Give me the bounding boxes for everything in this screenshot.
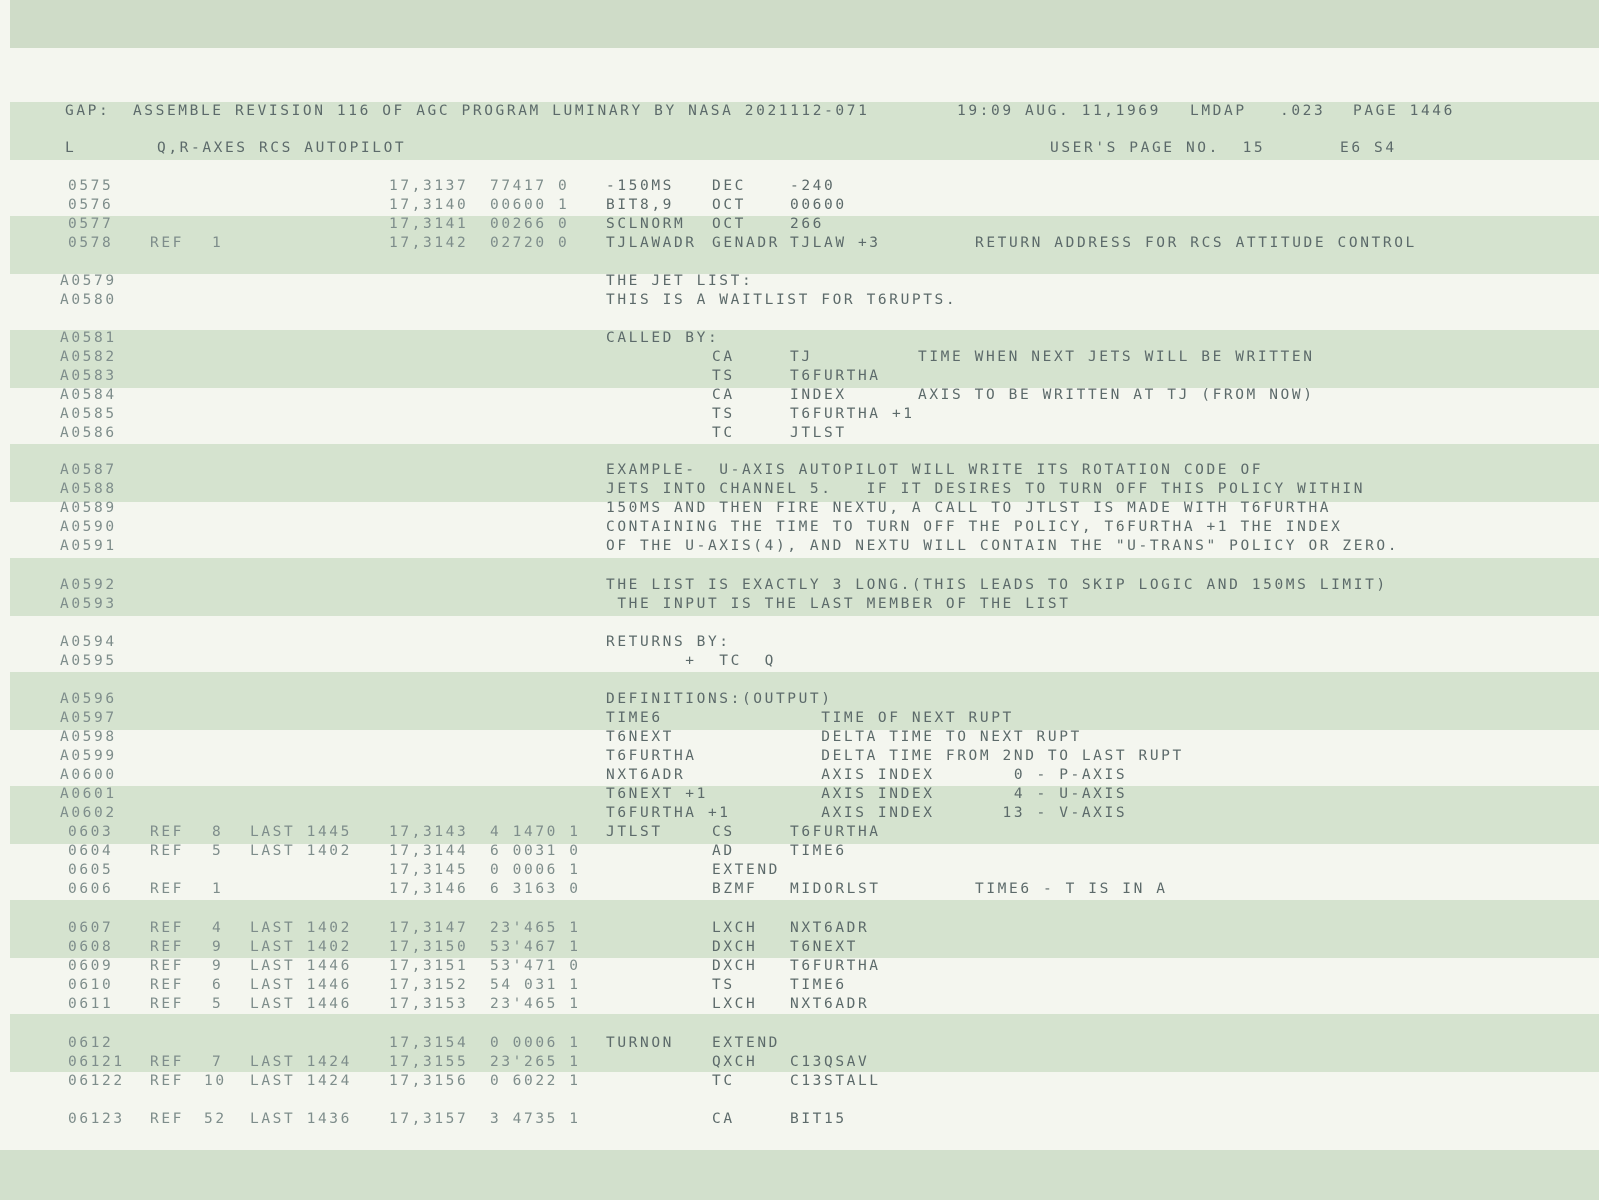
listing-line <box>0 633 1599 652</box>
comment-text: THE JET LIST: <box>606 273 754 289</box>
line-number: 0609 <box>68 958 114 974</box>
line-number: 06121 <box>68 1054 125 1070</box>
line-number: 0605 <box>68 862 114 878</box>
comment-text: THIS IS A WAITLIST FOR T6RUPTS. <box>606 292 958 308</box>
ref-marker: REF <box>150 977 184 993</box>
operand: C13STALL <box>790 1073 881 1089</box>
listing-title: GAP: ASSEMBLE REVISION 116 OF AGC PROGRAM LUMINARY BY NASA 2021112-071 <box>65 103 870 119</box>
last-page-ref: LAST 1402 <box>250 920 352 936</box>
listing-line <box>0 576 1599 595</box>
opcode: TS <box>712 977 735 993</box>
opcode: DXCH <box>712 939 758 955</box>
opcode: OCT <box>712 216 746 232</box>
comment-text: TIME6 TIME OF NEXT RUPT <box>606 710 1014 726</box>
listing-line <box>0 234 1599 253</box>
section-title: Q,R-AXES RCS AUTOPILOT <box>157 140 407 156</box>
octal-code: 23'265 1 <box>490 1054 581 1070</box>
line-number: A0599 <box>60 748 117 764</box>
listing-timestamp: 19:09 AUG. 11,1969 <box>957 103 1161 119</box>
memory-address: 17,3153 <box>389 996 469 1012</box>
line-number: A0595 <box>60 653 117 669</box>
last-page-ref: LAST 1424 <box>250 1054 352 1070</box>
last-page-ref: LAST 1446 <box>250 958 352 974</box>
ref-count: 1 <box>212 235 224 251</box>
line-number: A0588 <box>60 481 117 497</box>
opcode: QXCH <box>712 1054 758 1070</box>
listing-line <box>0 537 1599 556</box>
line-number: A0582 <box>60 349 117 365</box>
line-number: A0592 <box>60 577 117 593</box>
listing-line <box>0 728 1599 747</box>
line-number: A0580 <box>60 292 117 308</box>
octal-code: 00600 1 <box>490 197 570 213</box>
opcode: AD <box>712 843 735 859</box>
comment-text: NXT6ADR AXIS INDEX 0 - P-AXIS <box>606 767 1128 783</box>
ref-marker: REF <box>150 1054 184 1070</box>
octal-code: 53'467 1 <box>490 939 581 955</box>
comment-text: RETURNS BY: <box>606 634 731 650</box>
opcode: EXTEND <box>712 862 780 878</box>
octal-code: 23'465 1 <box>490 996 581 1012</box>
symbol-label: SCLNORM <box>606 216 686 232</box>
listing-line <box>0 919 1599 938</box>
octal-code: 53'471 0 <box>490 958 581 974</box>
line-number: A0596 <box>60 691 117 707</box>
operand: BIT15 <box>790 1111 847 1127</box>
octal-code: 3 4735 1 <box>490 1111 581 1127</box>
line-number: 06123 <box>68 1111 125 1127</box>
octal-code: 0 6022 1 <box>490 1073 581 1089</box>
line-number: 0576 <box>68 197 114 213</box>
listing-line <box>0 995 1599 1014</box>
line-number: 0604 <box>68 843 114 859</box>
opcode: CA <box>712 1111 735 1127</box>
listing-line <box>0 405 1599 424</box>
line-number: 0606 <box>68 881 114 897</box>
line-number: 0610 <box>68 977 114 993</box>
operand: JTLST <box>790 425 847 441</box>
listing-line <box>0 823 1599 842</box>
opcode: OCT <box>712 197 746 213</box>
listing-line <box>0 785 1599 804</box>
line-number: A0601 <box>60 786 117 802</box>
memory-address: 17,3150 <box>389 939 469 955</box>
listing-line <box>0 880 1599 899</box>
line-number: A0591 <box>60 538 117 554</box>
ref-count: 5 <box>212 996 224 1012</box>
listing-line <box>0 938 1599 957</box>
memory-address: 17,3147 <box>389 920 469 936</box>
opcode: CA <box>712 387 735 403</box>
symbol-label: BIT8,9 <box>606 197 674 213</box>
listing-line <box>0 424 1599 443</box>
operand: NXT6ADR <box>790 996 870 1012</box>
line-number: A0598 <box>60 729 117 745</box>
last-page-ref: LAST 1446 <box>250 996 352 1012</box>
operand: INDEX <box>790 387 847 403</box>
operand: T6FURTHA +1 <box>790 406 915 422</box>
listing-line <box>0 976 1599 995</box>
last-page-ref: LAST 1446 <box>250 977 352 993</box>
octal-code: 54 031 1 <box>490 977 581 993</box>
ref-count: 7 <box>212 1054 224 1070</box>
comment-text: CONTAINING THE TIME TO TURN OFF THE POLICY, T6FURTHA +1 THE INDEX <box>606 519 1343 535</box>
line-number: 0611 <box>68 996 114 1012</box>
page-number: PAGE 1446 <box>1353 103 1455 119</box>
opcode: DEC <box>712 178 746 194</box>
listing-line <box>0 957 1599 976</box>
ref-marker: REF <box>150 235 184 251</box>
line-number: 0578 <box>68 235 114 251</box>
comment-text: T6FURTHA DELTA TIME FROM 2ND TO LAST RUPT <box>606 748 1184 764</box>
line-number: A0594 <box>60 634 117 650</box>
memory-address: 17,3142 <box>389 235 469 251</box>
listing-line <box>0 690 1599 709</box>
last-page-ref: LAST 1402 <box>250 843 352 859</box>
line-number: 0577 <box>68 216 114 232</box>
listing-line <box>0 499 1599 518</box>
line-number: 0603 <box>68 824 114 840</box>
listing-line <box>0 272 1599 291</box>
ref-count: 52 <box>204 1111 227 1127</box>
listing-line <box>0 709 1599 728</box>
comment-text: T6NEXT +1 AXIS INDEX 4 - U-AXIS <box>606 786 1128 802</box>
ref-count: 1 <box>212 881 224 897</box>
listing-line <box>0 766 1599 785</box>
memory-address: 17,3146 <box>389 881 469 897</box>
symbol-label: JTLST <box>606 824 663 840</box>
comment-text: T6FURTHA +1 AXIS INDEX 13 - V-AXIS <box>606 805 1128 821</box>
line-number: A0585 <box>60 406 117 422</box>
ref-marker: REF <box>150 920 184 936</box>
symbol-label: TURNON <box>606 1035 674 1051</box>
comment-text: TIME6 - T IS IN A <box>975 881 1168 897</box>
comment-text: T6NEXT DELTA TIME TO NEXT RUPT <box>606 729 1082 745</box>
line-number: A0586 <box>60 425 117 441</box>
operand: TIME6 <box>790 977 847 993</box>
ref-count: 5 <box>212 843 224 859</box>
comment-text: EXAMPLE- U-AXIS AUTOPILOT WILL WRITE ITS ROTATION CODE OF <box>606 462 1264 478</box>
operand: 266 <box>790 216 824 232</box>
line-number: 0575 <box>68 178 114 194</box>
listing-line <box>0 652 1599 671</box>
comment-text: RETURN ADDRESS FOR RCS ATTITUDE CONTROL <box>975 235 1417 251</box>
comment-text: JETS INTO CHANNEL 5. IF IT DESIRES TO TURN OFF THIS POLICY WITHIN <box>606 481 1366 497</box>
listing-line <box>0 1034 1599 1053</box>
ref-marker: REF <box>150 843 184 859</box>
footer-band <box>0 1150 1599 1200</box>
comment-text: OF THE U-AXIS(4), AND NEXTU WILL CONTAIN THE "U-TRANS" POLICY OR ZERO. <box>606 538 1400 554</box>
octal-code: 6 0031 0 <box>490 843 581 859</box>
comment-text: THE LIST IS EXACTLY 3 LONG.(THIS LEADS TO SKIP LOGIC AND 150MS LIMIT) <box>606 577 1388 593</box>
listing-line <box>0 196 1599 215</box>
ref-count: 8 <box>212 824 224 840</box>
ref-marker: REF <box>150 1111 184 1127</box>
users-page-number: USER'S PAGE NO. 15 <box>1050 140 1266 156</box>
line-number: 0608 <box>68 939 114 955</box>
operand: T6FURTHA <box>790 958 881 974</box>
line-number: 06122 <box>68 1073 125 1089</box>
listing-line <box>0 215 1599 234</box>
operand: -240 <box>790 178 836 194</box>
e6-code: E6 S4 <box>1340 140 1397 156</box>
operand: TIME6 <box>790 843 847 859</box>
operand: T6NEXT <box>790 939 858 955</box>
listing-line <box>0 518 1599 537</box>
ref-marker: REF <box>150 881 184 897</box>
operand: NXT6ADR <box>790 920 870 936</box>
comment-text: TIME WHEN NEXT JETS WILL BE WRITTEN <box>918 349 1315 365</box>
operand: 00600 <box>790 197 847 213</box>
listing-line <box>0 842 1599 861</box>
memory-address: 17,3154 <box>389 1035 469 1051</box>
operand: MIDORLST <box>790 881 881 897</box>
listing-line <box>0 461 1599 480</box>
listing-line <box>0 291 1599 310</box>
symbol-label: -150MS <box>606 178 674 194</box>
ref-count: 6 <box>212 977 224 993</box>
listing-line <box>0 177 1599 196</box>
line-number: 0607 <box>68 920 114 936</box>
opcode: TC <box>712 425 735 441</box>
listing-line <box>0 329 1599 348</box>
listing-line <box>0 367 1599 386</box>
memory-address: 17,3151 <box>389 958 469 974</box>
line-number: A0600 <box>60 767 117 783</box>
comment-text: + TC Q <box>606 653 776 669</box>
listing-line <box>0 480 1599 499</box>
section-letter: L <box>65 140 77 156</box>
comment-text: 150MS AND THEN FIRE NEXTU, A CALL TO JTLST IS MADE WITH T6FURTHA <box>606 500 1332 516</box>
header-line <box>0 102 1599 121</box>
opcode: DXCH <box>712 958 758 974</box>
memory-address: 17,3155 <box>389 1054 469 1070</box>
symbol-label: TJLAWADR <box>606 235 697 251</box>
last-page-ref: LAST 1436 <box>250 1111 352 1127</box>
opcode: LXCH <box>712 920 758 936</box>
listing-line <box>0 348 1599 367</box>
line-number: A0579 <box>60 273 117 289</box>
program-name: LMDAP <box>1190 103 1247 119</box>
memory-address: 17,3157 <box>389 1111 469 1127</box>
line-number: A0590 <box>60 519 117 535</box>
listing-line <box>0 595 1599 614</box>
header-band <box>10 0 1599 48</box>
opcode: BZMF <box>712 881 758 897</box>
operand: T6FURTHA <box>790 368 881 384</box>
line-number: A0589 <box>60 500 117 516</box>
memory-address: 17,3152 <box>389 977 469 993</box>
operand: C13QSAV <box>790 1054 870 1070</box>
comment-text: THE INPUT IS THE LAST MEMBER OF THE LIST <box>606 596 1071 612</box>
memory-address: 17,3145 <box>389 862 469 878</box>
last-page-ref: LAST 1424 <box>250 1073 352 1089</box>
listing-line <box>0 747 1599 766</box>
octal-code: 02720 0 <box>490 235 570 251</box>
line-number: A0597 <box>60 710 117 726</box>
line-number: A0581 <box>60 330 117 346</box>
memory-address: 17,3156 <box>389 1073 469 1089</box>
last-page-ref: LAST 1445 <box>250 824 352 840</box>
opcode: CS <box>712 824 735 840</box>
operand: TJLAW +3 <box>790 235 881 251</box>
line-number: 0612 <box>68 1035 114 1051</box>
revision-number: .023 <box>1280 103 1326 119</box>
listing-line <box>0 1110 1599 1129</box>
ref-marker: REF <box>150 939 184 955</box>
comment-text: AXIS TO BE WRITTEN AT TJ (FROM NOW) <box>918 387 1315 403</box>
ref-marker: REF <box>150 958 184 974</box>
memory-address: 17,3141 <box>389 216 469 232</box>
octal-code: 6 3163 0 <box>490 881 581 897</box>
opcode: GENADR <box>712 235 780 251</box>
ref-count: 9 <box>212 958 224 974</box>
memory-address: 17,3140 <box>389 197 469 213</box>
line-number: A0593 <box>60 596 117 612</box>
listing-line <box>0 861 1599 880</box>
ref-marker: REF <box>150 824 184 840</box>
listing-line <box>0 1053 1599 1072</box>
octal-code: 0 0006 1 <box>490 1035 581 1051</box>
opcode: EXTEND <box>712 1035 780 1051</box>
line-number: A0583 <box>60 368 117 384</box>
opcode: LXCH <box>712 996 758 1012</box>
memory-address: 17,3143 <box>389 824 469 840</box>
ref-count: 10 <box>204 1073 227 1089</box>
subheader-line <box>0 139 1599 158</box>
comment-text: DEFINITIONS:(OUTPUT) <box>606 691 833 707</box>
memory-address: 17,3144 <box>389 843 469 859</box>
opcode: TS <box>712 368 735 384</box>
ref-count: 9 <box>212 939 224 955</box>
octal-code: 00266 0 <box>490 216 570 232</box>
octal-code: 23'465 1 <box>490 920 581 936</box>
listing-line <box>0 804 1599 823</box>
line-number: A0602 <box>60 805 117 821</box>
last-page-ref: LAST 1402 <box>250 939 352 955</box>
listing-line <box>0 1072 1599 1091</box>
opcode: TC <box>712 1073 735 1089</box>
octal-code: 0 0006 1 <box>490 862 581 878</box>
operand: T6FURTHA <box>790 824 881 840</box>
opcode: TS <box>712 406 735 422</box>
ref-marker: REF <box>150 996 184 1012</box>
opcode: CA <box>712 349 735 365</box>
comment-text: CALLED BY: <box>606 330 720 346</box>
octal-code: 77417 0 <box>490 178 570 194</box>
ref-marker: REF <box>150 1073 184 1089</box>
ref-count: 4 <box>212 920 224 936</box>
octal-code: 4 1470 1 <box>490 824 581 840</box>
line-number: A0584 <box>60 387 117 403</box>
operand: TJ <box>790 349 813 365</box>
memory-address: 17,3137 <box>389 178 469 194</box>
line-number: A0587 <box>60 462 117 478</box>
listing-line <box>0 386 1599 405</box>
